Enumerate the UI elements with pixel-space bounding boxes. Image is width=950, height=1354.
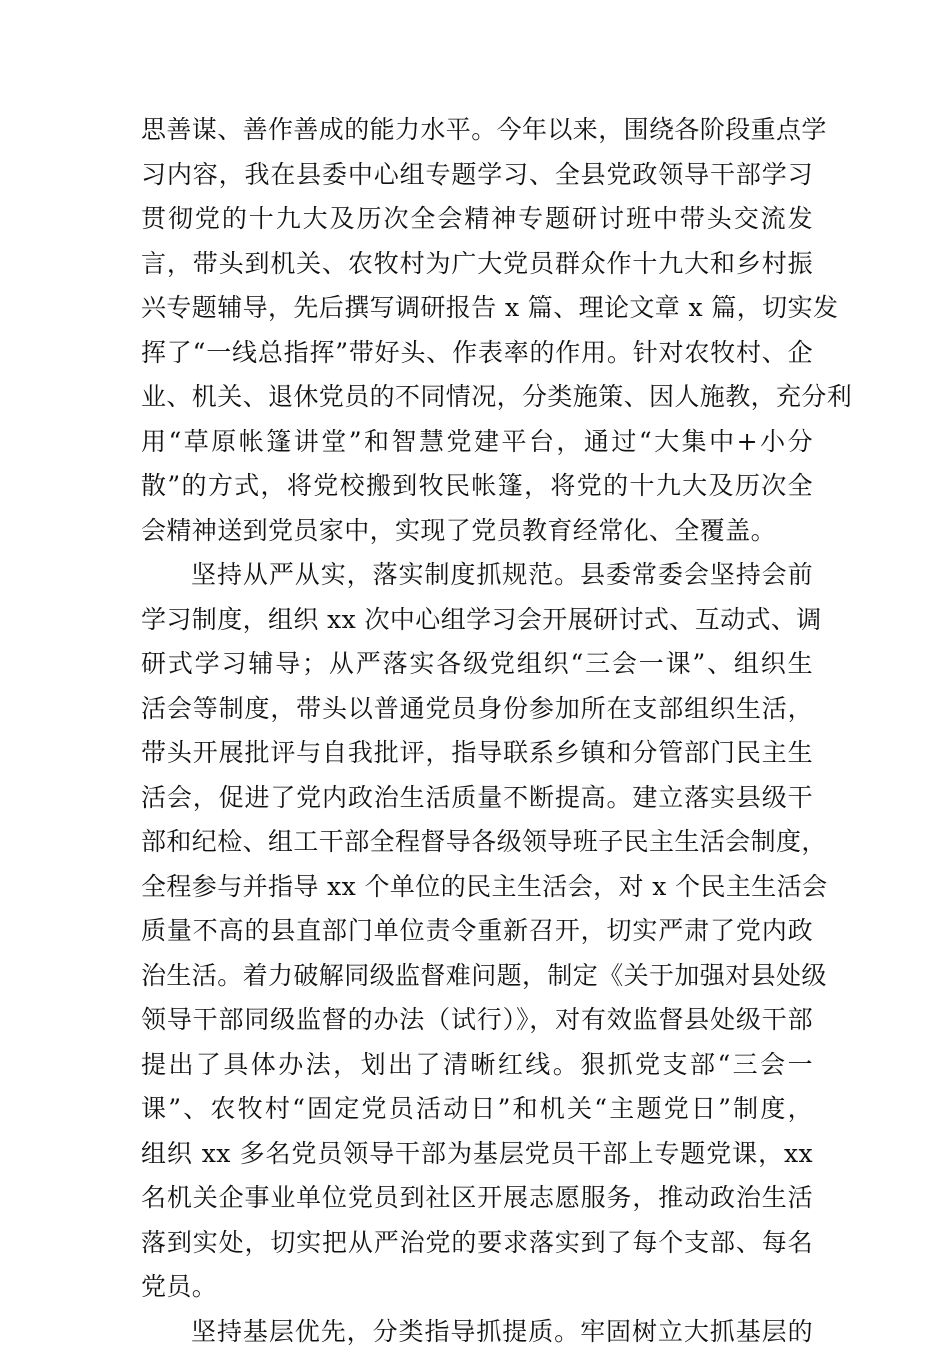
text-line: 习内容，我在县委中心组专题学习、全县党政领导干部学习 xyxy=(141,153,813,198)
text-line: 学习制度，组织 xx 次中心组学习会开展研讨式、互动式、调 xyxy=(141,598,813,643)
text-line: 全程参与并指导 xx 个单位的民主生活会，对 x 个民主生活会 xyxy=(141,865,813,910)
text-line: 贯彻党的十九大及历次全会精神专题研讨班中带头交流发 xyxy=(141,197,813,242)
text-line: 课”、农牧村“固定党员活动日”和机关“主题党日”制度， xyxy=(141,1087,813,1132)
text-line: 活会，促进了党内政治生活质量不断提高。建立落实县级干 xyxy=(141,776,813,821)
text-line: 挥了“一线总指挥”带好头、作表率的作用。针对农牧村、企 xyxy=(141,331,813,376)
text-line: 会精神送到党员家中，实现了党员教育经常化、全覆盖。 xyxy=(141,509,813,554)
text-line: 领导干部同级监督的办法（试行）》，对有效监督县处级干部 xyxy=(141,998,813,1043)
text-line: 散”的方式，将党校搬到牧民帐篷，将党的十九大及历次全 xyxy=(141,464,813,509)
text-line: 用“草原帐篷讲堂”和智慧党建平台，通过“大集中+小分 xyxy=(141,420,813,465)
text-line: 业、机关、退休党员的不同情况，分类施策、因人施教，充分利 xyxy=(141,375,813,420)
text-line: 组织 xx 多名党员领导干部为基层党员干部上专题党课，xx xyxy=(141,1132,813,1177)
text-line: 提出了具体办法，划出了清晰红线。狠抓党支部“三会一 xyxy=(141,1043,813,1088)
text-line: 兴专题辅导，先后撰写调研报告 x 篇、理论文章 x 篇，切实发 xyxy=(141,286,813,331)
text-line: 活会等制度，带头以普通党员身份参加所在支部组织生活， xyxy=(141,687,813,732)
text-line: 治生活。着力破解同级监督难问题，制定《关于加强对县处级 xyxy=(141,954,813,999)
text-line: 落到实处，切实把从严治党的要求落实到了每个支部、每名 xyxy=(141,1221,813,1266)
text-line: 言，带头到机关、农牧村为广大党员群众作十九大和乡村振 xyxy=(141,242,813,287)
text-line: 思善谋、善作善成的能力水平。今年以来，围绕各阶段重点学 xyxy=(141,108,813,153)
body-text xyxy=(141,108,813,1354)
text-line: 党员。 xyxy=(141,1265,813,1310)
text-line: 部和纪检、组工干部全程督导各级领导班子民主生活会制度， xyxy=(141,820,813,865)
text-line: 质量不高的县直部门单位责令重新召开，切实严肃了党内政 xyxy=(141,909,813,954)
text-line: 名机关企事业单位党员到社区开展志愿服务，推动政治生活 xyxy=(141,1176,813,1221)
paragraph-first-line: 坚持从严从实，落实制度抓规范。县委常委会坚持会前 xyxy=(141,553,813,598)
text-line: 研式学习辅导；从严落实各级党组织“三会一课”、组织生 xyxy=(141,642,813,687)
text-line: 带头开展批评与自我批评，指导联系乡镇和分管部门民主生 xyxy=(141,731,813,776)
paragraph-first-line: 坚持基层优先，分类指导抓提质。牢固树立大抓基层的 xyxy=(141,1310,813,1354)
